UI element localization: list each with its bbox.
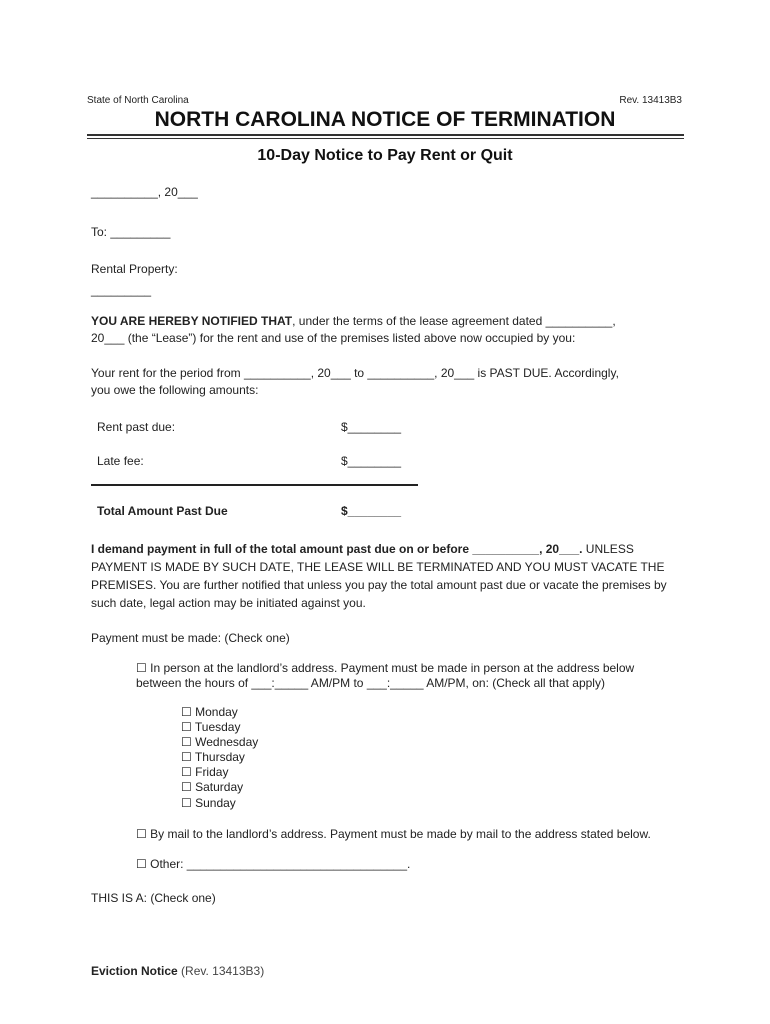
title-rule-thick	[87, 134, 684, 136]
day-option-sunday[interactable]	[181, 796, 236, 811]
checkbox-icon[interactable]: ☐	[181, 735, 192, 749]
document-subtitle: 10-Day Notice to Pay Rent or Quit	[257, 147, 513, 164]
page-footer	[91, 964, 264, 978]
rental-property-field: _________	[91, 283, 152, 297]
period-line-2: you owe the following amounts:	[91, 383, 259, 397]
notice-line-1-rest: , under the terms of the lease agreement dated __________,	[292, 314, 616, 328]
day-option-saturday[interactable]	[181, 780, 243, 795]
day-label: Tuesday	[194, 720, 241, 734]
date-field: __________, 20___	[91, 185, 198, 199]
in-person-line-1: In person at the landlord’s address. Payment must be made in person at the address below	[150, 661, 635, 675]
notice-line-1	[91, 313, 616, 330]
checkbox-icon[interactable]: ☐	[181, 705, 192, 719]
rent-past-due-amount: $________	[341, 420, 402, 434]
day-label: Wednesday	[195, 735, 259, 749]
day-label: Sunday	[195, 796, 236, 810]
title-rule-thin	[87, 138, 684, 139]
footer-label: Eviction Notice	[91, 964, 178, 978]
total-amount: $________	[341, 504, 402, 518]
day-label: Thursday	[194, 750, 245, 764]
total-separator	[91, 484, 418, 486]
day-option-friday[interactable]	[181, 765, 228, 780]
checkbox-icon[interactable]: ☐	[181, 750, 192, 764]
late-fee-label: Late fee:	[97, 454, 144, 468]
notice-line-2: 20___ (the “Lease”) for the rent and use of the premises listed above now occupied by you:	[91, 331, 576, 345]
rental-property-label: Rental Property:	[91, 262, 178, 276]
payment-heading: Payment must be made: (Check one)	[91, 631, 290, 645]
late-fee-amount: $________	[341, 454, 402, 468]
to-field: To: _________	[91, 225, 171, 239]
checkbox-icon[interactable]: ☐	[181, 765, 192, 779]
in-person-line-2: between the hours of ___:_____ AM/PM to ___:_____ AM/PM, on: (Check all that apply)	[136, 676, 605, 690]
footer-revision: (Rev. 13413B3)	[181, 964, 265, 978]
other-option[interactable]	[136, 856, 410, 873]
period-line-1: Your rent for the period from __________, 20___ to __________, 20___ is PAST DUE. Accordingly,	[91, 366, 619, 380]
state-label: State of North Carolina	[87, 95, 189, 106]
day-label: Monday	[195, 705, 238, 719]
checkbox-icon[interactable]: ☐	[181, 796, 192, 810]
total-label: Total Amount Past Due	[97, 504, 228, 518]
rent-past-due-label: Rent past due:	[97, 420, 176, 434]
by-mail-option[interactable]	[136, 826, 651, 843]
day-option-wednesday[interactable]	[181, 735, 258, 750]
checkbox-icon[interactable]: ☐	[181, 780, 192, 794]
checkbox-icon[interactable]: ☐	[136, 661, 147, 675]
day-option-thursday[interactable]	[181, 750, 245, 765]
demand-bold: I demand payment in full of the total amount past due on or before __________, 20___.	[91, 542, 583, 556]
by-mail-label: By mail to the landlord’s address. Payment must be made by mail to the address stated below.	[150, 827, 651, 841]
revision-label: Rev. 13413B3	[619, 95, 682, 106]
day-label: Friday	[195, 765, 229, 779]
day-option-monday[interactable]	[181, 705, 238, 720]
demand-paragraph	[91, 540, 681, 612]
this-is-heading: THIS IS A: (Check one)	[91, 891, 216, 905]
document-title: NORTH CAROLINA NOTICE OF TERMINATION	[154, 108, 616, 131]
checkbox-icon[interactable]: ☐	[181, 720, 192, 734]
checkbox-icon[interactable]: ☐	[136, 857, 147, 871]
day-label: Saturday	[195, 780, 244, 794]
notice-lead: YOU ARE HEREBY NOTIFIED THAT	[91, 314, 293, 328]
checkbox-icon[interactable]: ☐	[136, 827, 147, 841]
demand-rest: UNLESS PAYMENT IS MADE BY SUCH DATE, THE LEASE WILL BE TERMINATED AND YOU MUST VACATE THE PREMISES. You are further notified that unless you pay the total amount past due or vacate the premises by such date, legal action may be initiated against you.	[91, 542, 667, 610]
day-option-tuesday[interactable]	[181, 720, 240, 735]
other-label: Other: _________________________________.	[150, 857, 411, 871]
